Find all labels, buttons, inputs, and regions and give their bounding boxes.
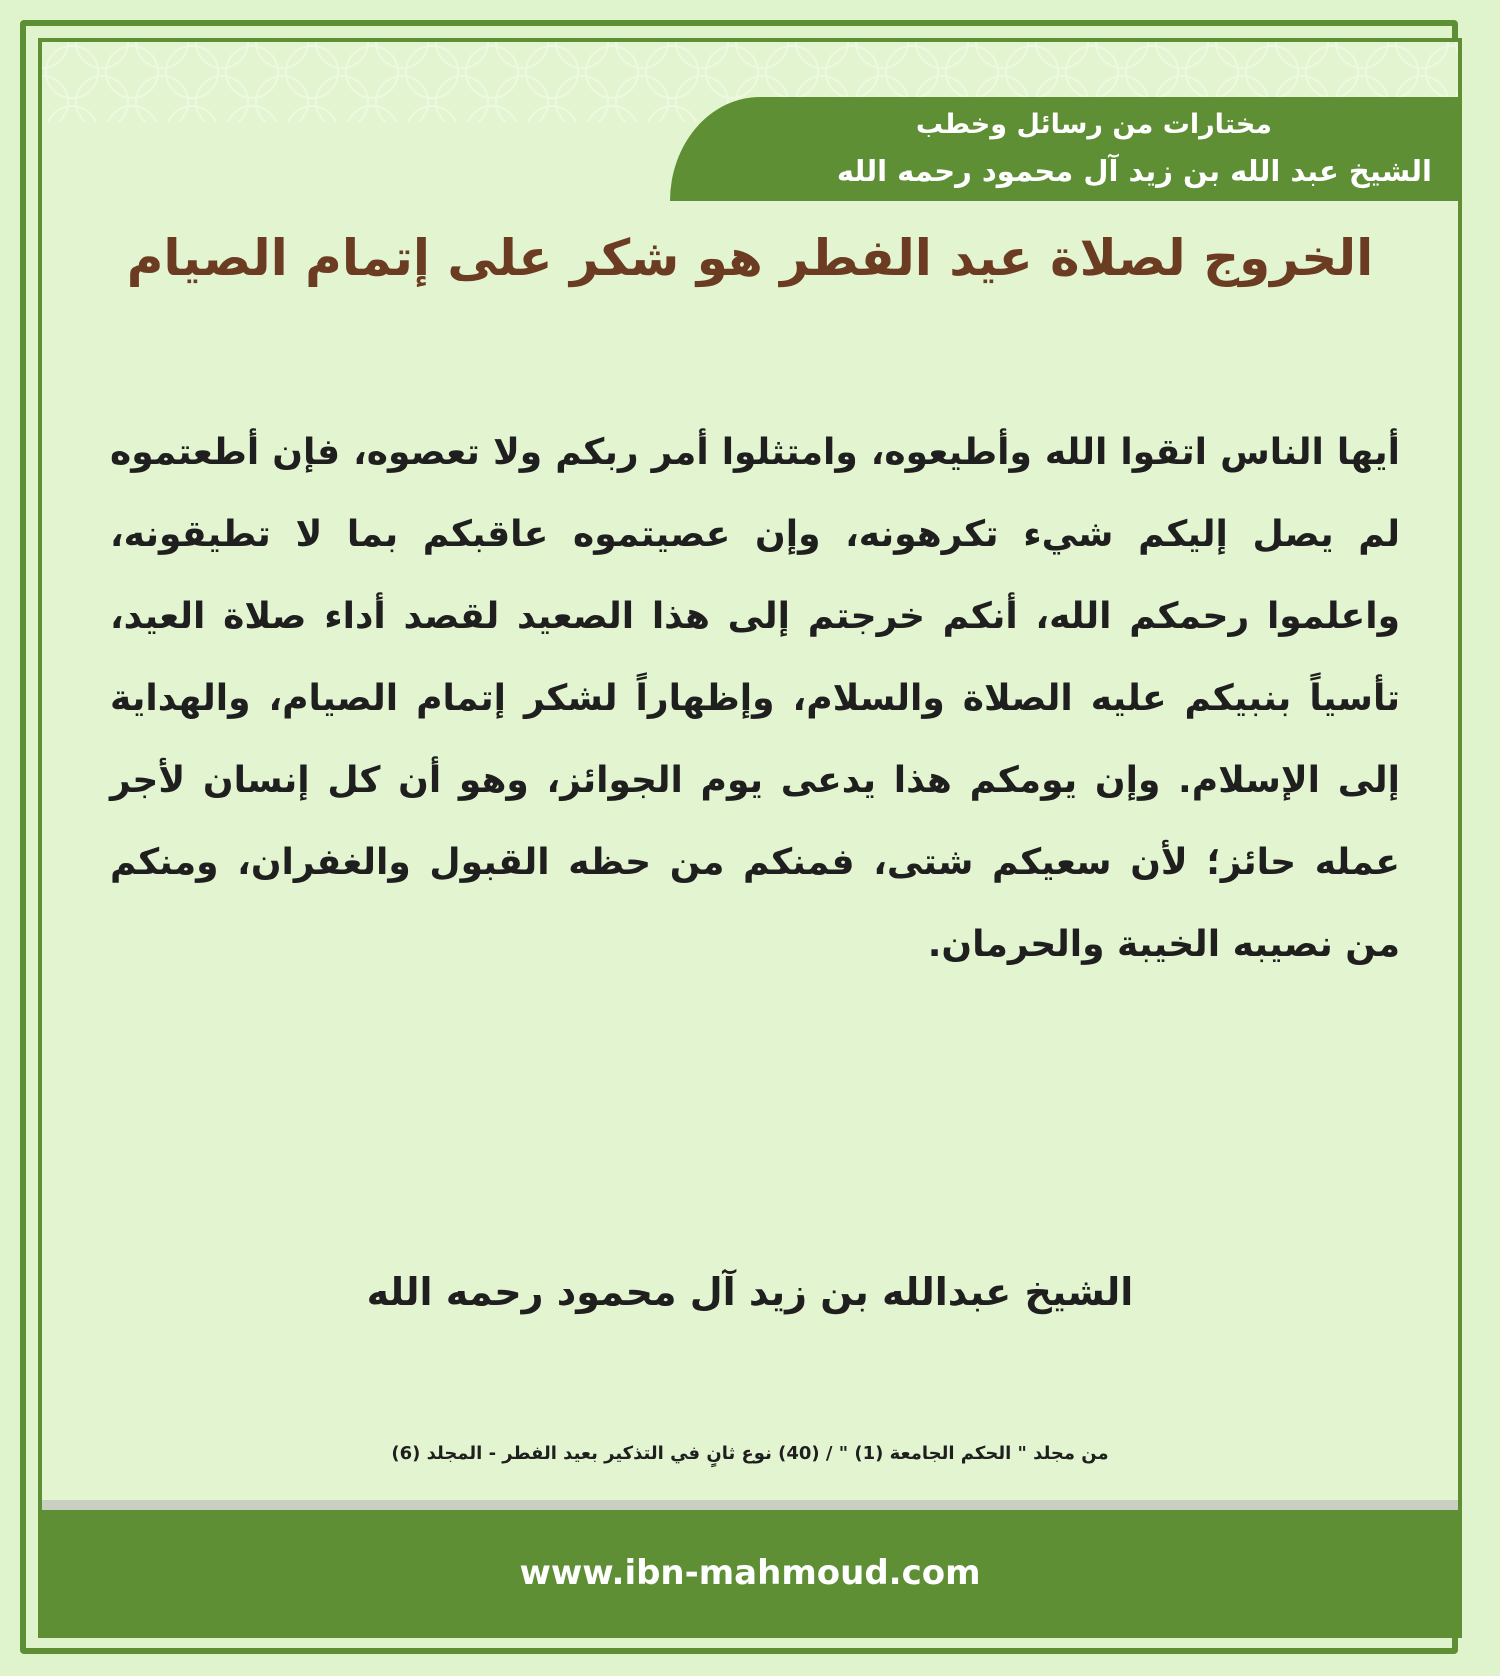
sermon-text: أيها الناس اتقوا الله وأطيعوه، وامتثلوا أمر ربكم ولا تعصوه، فإن أطعتموه لم يصل إليكم شيء تكرهونه، وإن عصيتموه عاقبكم بما لا تطيقونه، واعلموا رحمكم الله، أنكم خرجتم إلى هذا الصعيد لقصد أداء صلاة العيد، تأسياً بنبيكم عليه الصلاة والسلام، وإظهاراً لشكر إتمام الصيام، والهداية إلى الإسلام. وإن يومكم هذا يدعى يوم الجوائز، وهو أن كل إنسان لأجر عمله حائز؛ لأن سعيكم شتى، فمنكم من حظه القبول والغفران، ومنكم من نصيبه الخيبة والحرمان. xyxy=(110,432,1400,965)
page-title: الخروج لصلاة عيد الفطر هو شكر على إتمام الصيام xyxy=(126,229,1374,287)
website-link[interactable]: www.ibn-mahmoud.com xyxy=(519,1553,981,1593)
series-author: الشيخ عبد الله بن زيد آل محمود رحمه الله xyxy=(836,154,1432,188)
footer-divider xyxy=(42,1500,1458,1510)
series-title: مختارات من رسائل وخطب xyxy=(915,109,1272,140)
footer-bar xyxy=(42,1510,1458,1636)
source-reference: من مجلد " الحكم الجامعة (1) " / (40) نوع ثانٍ في التذكير بعيد الفطر - المجلد (6) xyxy=(391,1443,1109,1464)
header-band xyxy=(670,97,1458,201)
author-signature: الشيخ عبدالله بن زيد آل محمود رحمه الله xyxy=(366,1270,1134,1314)
